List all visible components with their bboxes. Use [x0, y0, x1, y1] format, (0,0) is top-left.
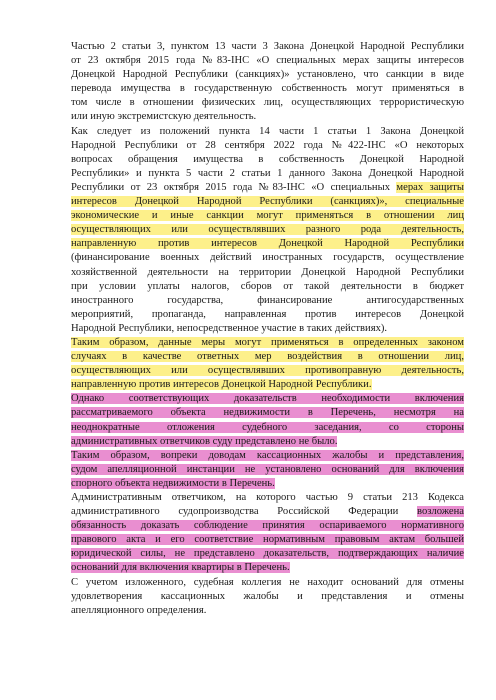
text-line: [71, 336, 464, 350]
text-line: [71, 406, 464, 420]
highlighted-text: судом апелляционной инстанции не установлено оснований для включения: [71, 463, 464, 475]
highlighted-text: юридической силы, не представлено доказательств, подтверждающих наличие: [71, 548, 464, 560]
text-line: [71, 167, 464, 181]
text-line: [71, 547, 464, 561]
text-line: [71, 125, 464, 139]
text-line: [71, 350, 464, 364]
text-segment: Республики» и пункта 5 части 2 статьи 1 данного Закона Донецкой Народной: [71, 167, 464, 179]
text-line: [71, 251, 464, 265]
text-line: [71, 209, 464, 223]
paragraph: [71, 449, 464, 491]
highlighted-text: административных ответчиков суду представлено не было.: [71, 435, 338, 447]
text-line: [71, 237, 464, 251]
highlighted-text: неоднократные отложения судебного заседания, со стороны: [71, 421, 464, 433]
text-segment: хозяйственной деятельности на территории Донецкой Народной Республики: [71, 266, 464, 278]
text-line: [71, 68, 464, 82]
text-line: [71, 195, 464, 209]
text-line: [71, 463, 464, 477]
paragraph: [71, 576, 464, 618]
text-line: [71, 533, 464, 547]
text-line: [71, 322, 464, 336]
text-line: [71, 561, 464, 575]
text-line: [71, 280, 464, 294]
text-segment: мероприятий, пропаганда, направленная против интересов Донецкой: [71, 308, 464, 320]
text-line: [71, 54, 464, 68]
paragraph: [71, 392, 464, 448]
highlighted-text: возложена: [417, 506, 464, 518]
text-segment: от 23 октября 2015 года №83-IНС «О специальных мерах защиты интересов: [71, 55, 464, 67]
text-line: [71, 505, 464, 519]
text-segment: иностранного государства, финансирование антигосударственных: [71, 294, 464, 306]
document-body: [71, 40, 464, 618]
text-line: [71, 364, 464, 378]
text-segment: Административным ответчиком, на которого частью 9 статьи 213 Кодекса: [71, 492, 464, 503]
highlighted-text: Однако соответствующих доказательств необходимости включения: [71, 393, 464, 405]
highlighted-text: обязанность доказать соблюдение принятия оспариваемого нормативного: [71, 520, 464, 532]
text-line: [71, 153, 464, 167]
text-line: [71, 378, 464, 392]
text-segment: при условии уплаты налогов, сборов от такой деятельности в бюджет: [71, 280, 464, 292]
text-line: [71, 421, 464, 435]
highlighted-text: осуществляющих или осуществлявших противоправную деятельность,: [71, 365, 464, 377]
text-line: [71, 266, 464, 280]
highlighted-text: направленную против интересов Донецкой Народной Республики: [71, 238, 464, 250]
text-line: [71, 477, 464, 491]
highlighted-text: осуществляющих или осуществлявших разного рода деятельность,: [71, 224, 464, 236]
text-segment: Как следует из положений пункта 14 части 1 статьи 1 Закона Донецкой: [71, 125, 464, 137]
text-line: [71, 40, 464, 54]
text-segment: вопросах обращения имущества в собственность Донецкой Народной: [71, 153, 464, 165]
highlighted-text: спорного объекта недвижимости в Перечень.: [71, 477, 275, 489]
text-line: [71, 435, 464, 449]
text-segment: удовлетворения кассационных жалобы и представления и отмены: [71, 590, 464, 602]
text-line: [71, 223, 464, 237]
text-line: [71, 519, 464, 533]
text-line: [71, 82, 464, 96]
text-line: [71, 96, 464, 110]
text-line: [71, 308, 464, 322]
highlighted-text: правового акта и его соответствие нормативным правовым актам большей: [71, 534, 464, 546]
highlighted-text: Таким образом, данные меры могут применяться в определенных законом: [71, 336, 464, 348]
text-segment: перевода имущества в государственную собственность могут применяться в: [71, 83, 464, 95]
text-segment: Народной Республики от 28 сентября 2022 года №422-IНС «О некоторых: [71, 139, 464, 151]
text-segment: (финансирование военных действий иностранных государств, осуществление: [71, 252, 464, 264]
highlighted-text: направленную против интересов Донецкой Народной Республики.: [71, 379, 372, 391]
text-line: [71, 110, 464, 124]
text-line: [71, 139, 464, 153]
text-segment: апелляционного определения.: [71, 604, 207, 616]
text-segment: или иную экстремистскую деятельность.: [71, 111, 257, 123]
highlighted-text: экономические и иные санкции могут применяться в отношении лиц: [71, 210, 464, 222]
highlighted-text: Таким образом, вопреки доводам кассационных жалобы и представления,: [71, 449, 464, 461]
text-line: [71, 576, 464, 590]
text-line: [71, 392, 464, 406]
text-line: [71, 294, 464, 308]
text-segment: Республики от 23 октября 2015 года №83-IНС «О специальных: [71, 181, 397, 193]
highlighted-text: случаях в качестве ответных мер воздействия в отношении лиц,: [71, 351, 464, 363]
text-line: [71, 590, 464, 604]
text-line: [71, 449, 464, 463]
text-segment: административного судопроизводства Российской Федерации: [71, 506, 418, 518]
text-segment: том числе в отношении физических лиц, осуществляющих террористическую: [71, 97, 464, 109]
paragraph: [71, 125, 464, 336]
highlighted-text: рассматриваемого объекта недвижимости в Перечень, несмотря на: [71, 407, 464, 419]
text-line: [71, 491, 464, 505]
text-segment: Частью 2 статьи 3, пунктом 13 части 3 Закона Донецкой Народной Республики: [71, 41, 464, 52]
paragraph: [71, 491, 464, 576]
highlighted-text: оснований для включения квартиры в Перечень.: [71, 562, 290, 574]
paragraph: [71, 336, 464, 392]
text-line: [71, 604, 464, 618]
paragraph: [71, 40, 464, 125]
text-segment: Народной Республики, непосредственное участие в таких действиях).: [71, 322, 388, 334]
highlighted-text: интересов Донецкой Народной Республики (санкциях)», специальные: [71, 196, 464, 208]
text-segment: Донецкой Народной Республики (санкциях)» установлено, что санкции в виде: [71, 69, 464, 81]
text-line: [71, 181, 464, 195]
highlighted-text: мерах защиты: [396, 181, 464, 193]
text-segment: С учетом изложенного, судебная коллегия не находит оснований для отмены: [71, 576, 464, 588]
